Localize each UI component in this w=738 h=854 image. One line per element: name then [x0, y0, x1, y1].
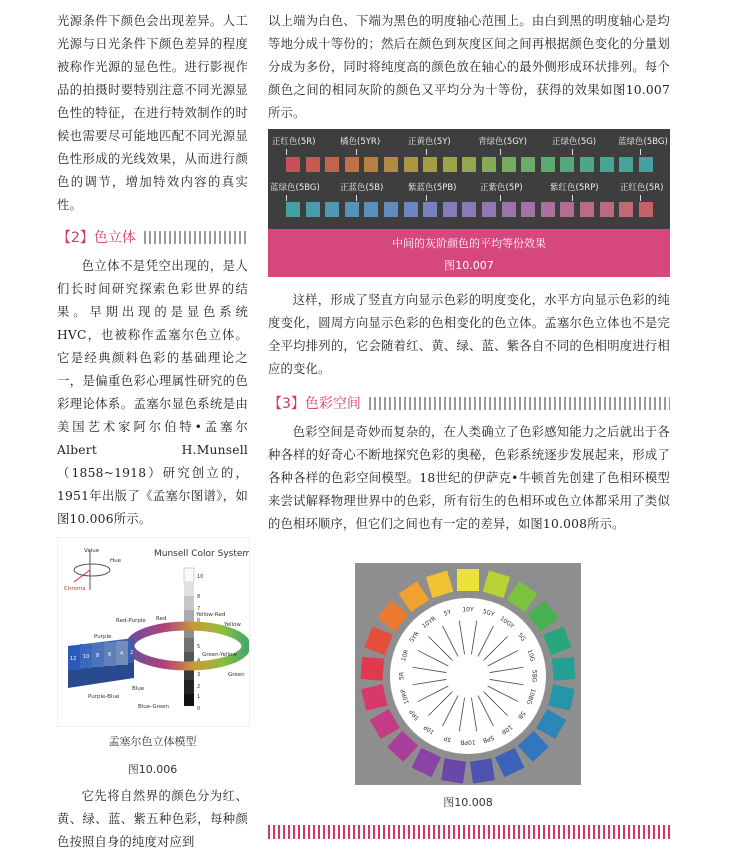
hue-label-purple: Purple	[94, 634, 112, 640]
hue-label: 10G	[525, 648, 536, 663]
hue-square	[483, 571, 511, 599]
hue-label-purple-blue: Purple-Blue	[88, 694, 120, 700]
color-swatch	[325, 202, 339, 217]
hue-square	[412, 748, 441, 777]
value-tick: 4	[197, 658, 201, 664]
munsell-color-system-illustration	[58, 538, 249, 726]
right-column	[268, 10, 670, 536]
hue-label: 5Y	[442, 608, 453, 618]
chroma-tick: 6	[108, 652, 112, 658]
hue-label: 10GY	[498, 615, 516, 631]
value-tick: 1	[197, 694, 201, 700]
color-swatch	[384, 157, 398, 172]
heading-bar-decoration	[369, 397, 670, 410]
hue-square	[441, 758, 466, 783]
heading-bar-decoration	[144, 231, 248, 244]
hue-label: 10YR	[420, 615, 438, 630]
fig7-row2-label: 正红色(5R)	[620, 183, 664, 193]
hue-square	[387, 731, 418, 762]
color-swatch	[345, 202, 359, 217]
hue-label-green: Green	[228, 672, 245, 678]
hue-label-blue: Blue	[132, 686, 145, 692]
hue-label: 10B	[499, 723, 514, 736]
hue-label-yellow-red: Yellow-Red	[196, 612, 226, 618]
color-swatch	[482, 157, 496, 172]
hue-square	[470, 758, 495, 783]
fig7-row1-label: 青绿色(5GY)	[478, 137, 527, 147]
hue-square	[370, 709, 400, 739]
value-tick: 7	[197, 606, 201, 612]
color-swatch	[364, 202, 378, 217]
hue-square	[518, 731, 549, 762]
value-tick: 5	[197, 644, 201, 650]
color-swatch	[502, 202, 516, 217]
hue-square	[360, 657, 384, 681]
fig7-row2-label: 正紫色(5P)	[480, 183, 523, 193]
hue-label-blue-green: Blue-Green	[138, 704, 170, 710]
hue-square	[399, 581, 430, 612]
section-heading-3-text: 【3】色彩空间	[268, 396, 361, 412]
value-tick: 0	[197, 706, 201, 712]
chroma-tick: 12	[70, 656, 77, 662]
hue-square	[507, 581, 538, 612]
hue-label: 5R	[398, 672, 406, 680]
label-tick	[572, 195, 573, 201]
hue-square	[426, 571, 454, 599]
right-paragraph-1: 以上端为白色、下端为黑色的明度轴心范围上。由白到黑的明度轴心是均等地分成十等份的；然后在颜色到灰度区间之间再根据颜色变化的分量划分成为多份，同时将纯度高的颜色放在轴心的最外侧形成环状排列。每个颜色之间的相同灰阶的颜色又平均分为十等份，获得的效果如图10.007所示。	[268, 14, 670, 120]
fig7-row2-label: 紫蓝色(5PB)	[408, 183, 457, 193]
hue-circle-background	[390, 598, 546, 754]
color-swatch	[404, 157, 418, 172]
color-swatch	[423, 202, 437, 217]
color-swatch	[345, 157, 359, 172]
label-tick	[640, 149, 641, 155]
hue-label: 10RP	[399, 687, 411, 705]
right-paragraph-2: 这样，形成了竖直方向显示色彩的明度变化，水平方向显示色彩的纯度变化，圆周方向显示色彩的色相变化的色立体。孟塞尔色立体也不是完全平均排列的，它会随着红、黄、绿、蓝、紫各自不同的色相明度进行相应的变化。	[268, 293, 670, 376]
color-swatch	[639, 202, 653, 217]
hue-label: 5PB	[481, 733, 495, 744]
axis-hue-label: Hue	[110, 558, 122, 564]
hue-label-red-purple: Red-Purple	[116, 618, 146, 624]
chroma-tick: 10	[83, 654, 90, 660]
label-tick	[572, 149, 573, 155]
color-swatch	[482, 202, 496, 217]
section-heading-2	[57, 227, 248, 247]
fig7-caption: 图10.007	[444, 259, 494, 272]
right-paragraph-3: 色彩空间是奇妙而复杂的，在人类确立了色彩感知能力之后就出于各种各样的好奇心不断地探究色彩的奥秘，色彩系统逐步发展起来，形成了各种各样的色彩空间模型。18世纪的伊萨克•牛顿首先创建了色相环模型来尝试解释物理世界中的色彩，所有衍生的色相环或色立体都采用了类似的色相环顺序，但它们之间也有一定的差异，如图10.008所示。	[268, 425, 670, 531]
chroma-tick: 4	[120, 651, 124, 657]
color-swatch	[325, 157, 339, 172]
color-swatch	[502, 157, 516, 172]
fig6-caption-number: 图10.006	[127, 763, 178, 776]
color-swatch	[364, 157, 378, 172]
hue-square	[361, 684, 387, 710]
hue-circle-diagram	[355, 563, 581, 785]
color-swatch	[541, 157, 555, 172]
color-swatch	[639, 157, 653, 172]
color-swatch	[619, 157, 633, 172]
left-paragraph-1: 光源条件下颜色会出现差异。人工光源与日光条件下颜色差异的程度被称作光源的显色性。进行影视作品的拍摄时要特别注意不同光源显色性的特征，在进行特效制作的时候也需要尽可能地匹配不同光源显色性形成的光线效果，从而进行颜色的调节，增加特效内容的真实性。	[57, 14, 248, 212]
fig8-caption: 图10.008	[443, 796, 493, 809]
section-heading-3	[268, 393, 670, 413]
label-tick	[356, 149, 357, 155]
hue-label: 5GY	[481, 608, 496, 619]
hue-square	[457, 569, 479, 591]
fig7-row2-label: 紫红色(5RP)	[550, 183, 599, 193]
label-tick	[286, 195, 287, 201]
left-paragraph-3: 它先将自然界的颜色分为红、黄、绿、蓝、紫五种色彩，每种颜色按照自身的纯度对应到	[57, 789, 248, 849]
label-tick	[500, 149, 501, 155]
hue-label-yellow: Yellow	[224, 622, 241, 628]
value-column	[184, 568, 194, 706]
hue-square	[536, 709, 566, 739]
munsell-figure	[57, 537, 250, 727]
value-tick: 6	[197, 618, 201, 624]
hue-label: 5BG	[530, 669, 538, 683]
color-swatch	[560, 202, 574, 217]
color-swatch	[521, 202, 535, 217]
fig6-caption-title: 孟塞尔色立体模型	[108, 735, 197, 748]
left-paragraph-2: 色立体不是凭空出现的，是人们长时间研究探索色彩世界的结果。早期出现的是显色系统HVC，也被称作孟塞尔色立体。它是经典颜料色彩的基础理论之一，是偏重色彩心理属性研究的色彩理论体系。孟塞尔显色系统是由美国艺术家阿尔伯特•孟塞尔Albert H.Munsell（1858~1918）研究创立的，1951年出版了《孟塞尔图谱》，如图10.006所示。	[57, 259, 248, 526]
label-tick	[356, 195, 357, 201]
hue-label-red: Red	[156, 616, 167, 622]
axis-value-label: Value	[84, 548, 100, 554]
fig7-row1-label: 正红色(5R)	[272, 137, 316, 147]
label-tick	[426, 195, 427, 201]
fig7-row1-label: 正绿色(5G)	[552, 137, 597, 147]
label-tick	[426, 149, 427, 155]
value-tick: 2	[197, 684, 201, 690]
hue-square	[548, 684, 574, 710]
hue-square	[528, 601, 559, 632]
color-swatch	[404, 202, 418, 217]
color-swatch	[619, 202, 633, 217]
hue-axis-ellipse	[74, 564, 110, 576]
chroma-tick: 8	[96, 653, 100, 659]
munsell-title: Munsell Color System	[154, 549, 249, 559]
color-swatch	[541, 202, 555, 217]
color-swatch	[600, 202, 614, 217]
color-swatch	[306, 202, 320, 217]
color-swatch	[521, 157, 535, 172]
chroma-wedge	[68, 638, 134, 688]
hue-label-green-yellow: Green-Yellow	[202, 652, 237, 658]
value-tick: 8	[197, 594, 201, 600]
hue-square	[552, 657, 576, 681]
color-swatch	[384, 202, 398, 217]
fig7-band-text: 中间的灰阶颜色的平均等份效果	[392, 237, 546, 250]
color-swatch	[423, 157, 437, 172]
fig7-row2-label: 蓝绿色(5BG)	[270, 183, 320, 193]
chroma-tick: 2	[130, 650, 134, 656]
color-swatch	[580, 202, 594, 217]
fig7-row1-label: 蓝绿色(5BG)	[618, 137, 668, 147]
hue-square	[495, 748, 524, 777]
hue-label: 5G	[516, 631, 527, 643]
color-swatch	[462, 157, 476, 172]
figure-10-008	[355, 563, 581, 785]
hue-label: 10P	[422, 723, 436, 736]
color-swatch	[560, 157, 574, 172]
hue-label: 5B	[516, 709, 527, 721]
label-tick	[500, 195, 501, 201]
axis-chroma-label: Chroma	[64, 586, 86, 592]
color-swatch	[306, 157, 320, 172]
fig7-row2-label: 正蓝色(5B)	[340, 183, 384, 193]
label-tick	[640, 195, 641, 201]
color-swatch	[443, 157, 457, 172]
value-tick: 10	[197, 574, 204, 580]
value-tick: 3	[197, 672, 201, 678]
hue-label: 5P	[442, 734, 453, 744]
left-column	[57, 10, 248, 854]
hue-label: 10R	[400, 648, 411, 663]
color-swatch	[286, 202, 300, 217]
color-swatch	[286, 157, 300, 172]
color-swatch	[600, 157, 614, 172]
figure-10-007	[268, 129, 670, 277]
color-swatch	[580, 157, 594, 172]
hue-square	[364, 627, 393, 656]
section-heading-2-text: 【2】色立体	[57, 230, 136, 246]
hue-square	[543, 627, 572, 656]
fig7-row1-label: 橘色(5YR)	[340, 137, 381, 147]
hue-label: 10PB	[460, 738, 476, 746]
footer-bar-decoration	[268, 825, 670, 839]
label-tick	[286, 149, 287, 155]
hue-square	[377, 601, 408, 632]
hue-label: 10Y	[462, 606, 474, 614]
color-swatch	[462, 202, 476, 217]
hue-label: 5YR	[408, 630, 421, 644]
color-swatch	[443, 202, 457, 217]
fig7-row1-label: 正黄色(5Y)	[408, 137, 451, 147]
hue-label: 10BG	[524, 687, 537, 706]
hue-label: 5RP	[408, 708, 421, 722]
